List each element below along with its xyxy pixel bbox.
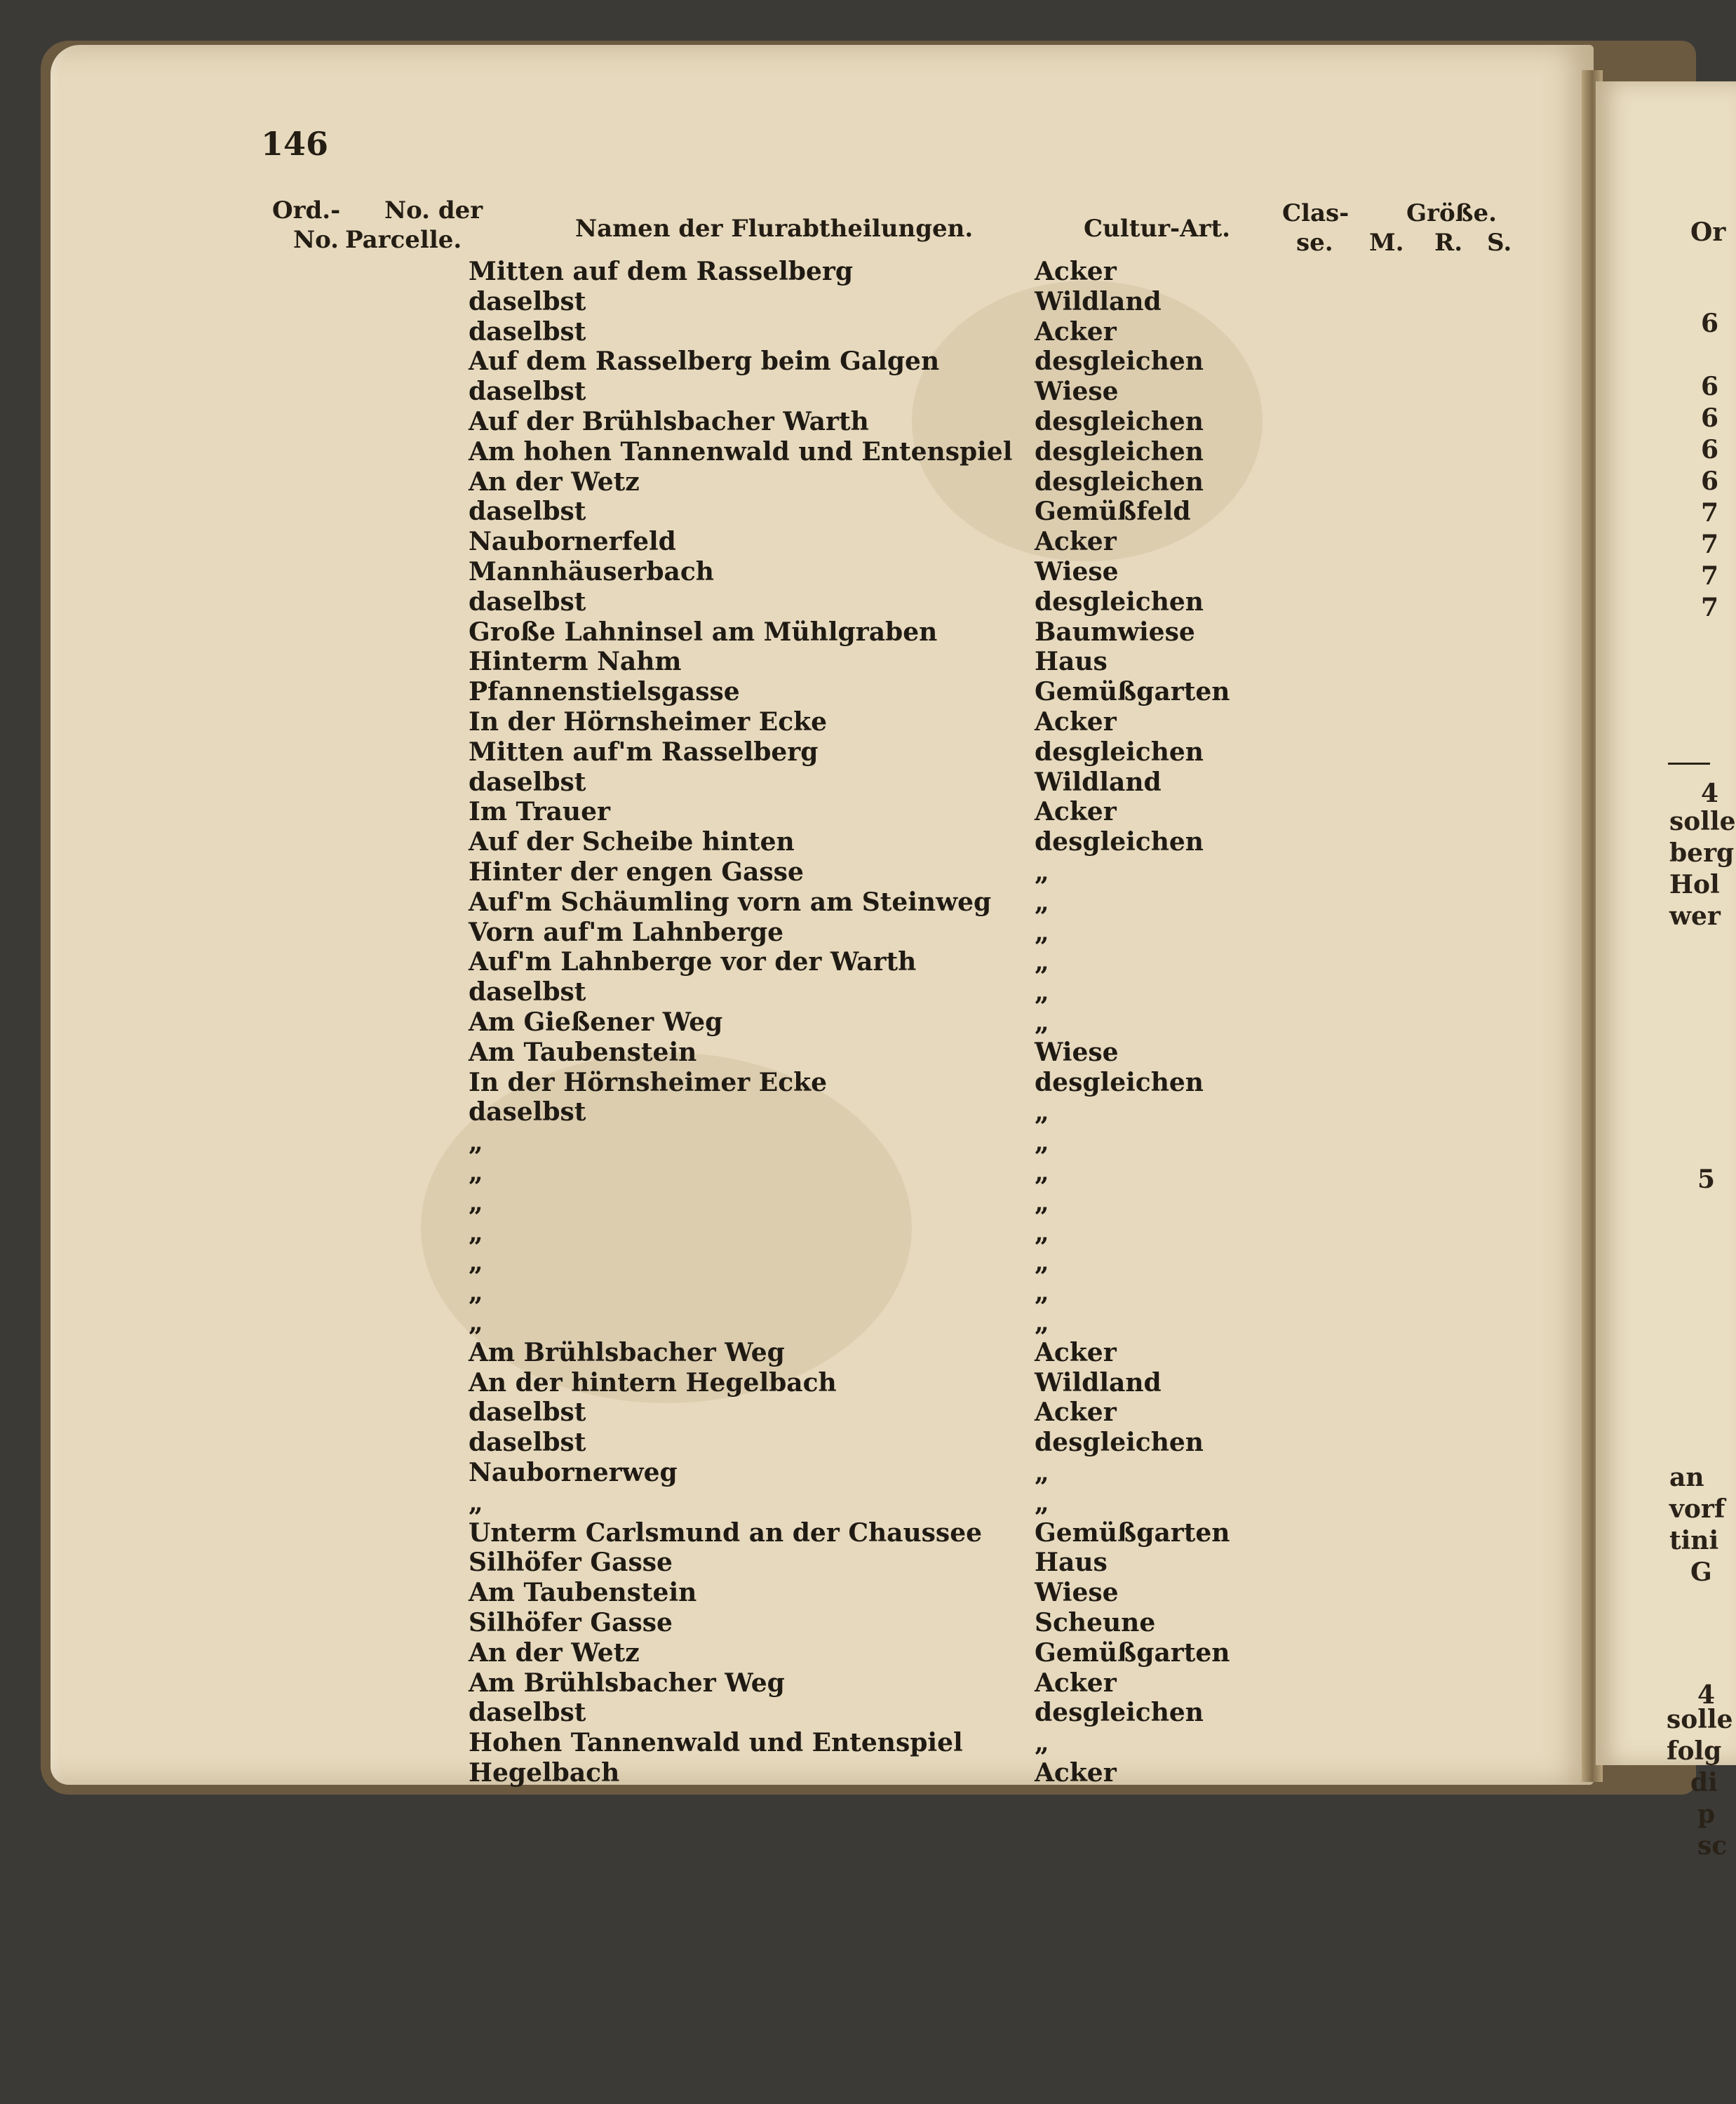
right-page-fragment: 7 xyxy=(1701,530,1719,559)
right-page-fragment: solle xyxy=(1667,1705,1733,1734)
cell-culture: desgleichen xyxy=(1035,737,1204,767)
cell-field-name: daselbst xyxy=(469,977,586,1007)
right-page-fragment: an xyxy=(1669,1463,1704,1492)
cell-field-name: daselbst xyxy=(469,286,586,316)
header-class-line1: Clas- xyxy=(1282,199,1350,227)
cell-field-name: Auf der Scheibe hinten xyxy=(469,827,795,857)
cell-culture: Acker xyxy=(1035,1668,1117,1698)
cell-field-name: Auf dem Rasselberg beim Galgen xyxy=(469,347,940,377)
cell-field-name: Am Taubenstein xyxy=(469,1037,697,1067)
right-page-fragment: 5 xyxy=(1697,1165,1716,1194)
right-page-fragment: 6 xyxy=(1701,467,1719,496)
cell-field-name: Hohen Tannenwald und Entenspiel xyxy=(469,1728,963,1758)
cell-field-name: „ xyxy=(469,1308,483,1337)
cell-field-name: Mannhäuserbach xyxy=(469,557,714,587)
cell-culture: „ xyxy=(1035,1487,1049,1517)
cell-culture: Gemüßfeld xyxy=(1035,497,1191,527)
cell-culture: Acker xyxy=(1035,257,1117,286)
header-s: S. xyxy=(1487,229,1512,257)
cell-culture: „ xyxy=(1035,1217,1049,1247)
cell-field-name: daselbst xyxy=(469,1398,586,1428)
cell-field-name: Mitten auf'm Rasselberg xyxy=(469,737,819,767)
cell-culture: desgleichen xyxy=(1035,587,1204,617)
cell-field-name: Silhöfer Gasse xyxy=(469,1608,673,1637)
cell-field-name: daselbst xyxy=(469,497,586,527)
cell-culture: Wiese xyxy=(1035,1037,1119,1067)
cell-field-name: Auf der Brühlsbacher Warth xyxy=(469,407,869,436)
cell-culture: Wildland xyxy=(1035,767,1162,797)
cell-field-name: Am Gießener Weg xyxy=(469,1007,723,1037)
cell-culture: „ xyxy=(1035,917,1049,947)
cell-field-name: An der hintern Hegelbach xyxy=(469,1367,837,1398)
right-page-fragment: 7 xyxy=(1701,498,1719,528)
cell-field-name: Hinter der engen Gasse xyxy=(469,857,804,887)
cell-culture: Gemüßgarten xyxy=(1035,1637,1230,1668)
right-page-fragment: Hol xyxy=(1669,870,1720,899)
cell-culture: „ xyxy=(1035,887,1049,917)
cell-culture: Gemüßgarten xyxy=(1035,677,1230,707)
cell-culture: Acker xyxy=(1035,316,1117,347)
header-m: M. xyxy=(1369,229,1404,257)
cell-culture: Haus xyxy=(1035,647,1108,677)
cell-field-name: In der Hörnsheimer Ecke xyxy=(469,707,828,737)
right-page-fragment: vorf xyxy=(1669,1494,1725,1524)
cell-field-name: Im Trauer xyxy=(469,797,610,827)
cell-culture: „ xyxy=(1035,1097,1049,1127)
header-ord-line2: No. xyxy=(293,226,339,254)
cell-culture: „ xyxy=(1035,1308,1049,1337)
cell-culture: Acker xyxy=(1035,1398,1117,1428)
cell-culture: Gemüßgarten xyxy=(1035,1517,1230,1548)
cell-culture: desgleichen xyxy=(1035,1698,1204,1728)
cell-field-name: daselbst xyxy=(469,767,586,797)
cell-field-name: An der Wetz xyxy=(469,467,640,497)
cell-field-name: An der Wetz xyxy=(469,1637,640,1668)
cell-field-name: „ xyxy=(469,1217,483,1247)
right-page-fragment: 7 xyxy=(1701,593,1719,622)
cell-field-name: daselbst xyxy=(469,1698,586,1728)
cell-culture: Wiese xyxy=(1035,377,1119,407)
cell-field-name: daselbst xyxy=(469,377,586,407)
cell-field-name: Auf'm Lahnberge vor der Warth xyxy=(469,947,917,977)
header-culture: Cultur-Art. xyxy=(1084,215,1230,243)
header-class-line2: se. xyxy=(1296,229,1333,257)
cell-culture: Haus xyxy=(1035,1548,1108,1578)
cell-field-name: Naubornerfeld xyxy=(469,527,676,557)
right-page-fragment: G xyxy=(1690,1557,1712,1587)
header-parcel-line1: No. der xyxy=(384,196,483,225)
cell-field-name: daselbst xyxy=(469,587,586,617)
cell-culture: „ xyxy=(1035,857,1049,887)
cell-culture: Wildland xyxy=(1035,286,1162,316)
cell-culture: „ xyxy=(1035,977,1049,1007)
cell-field-name: „ xyxy=(469,1127,483,1158)
cell-culture: Wiese xyxy=(1035,557,1119,587)
cell-field-name: Auf'm Schäumling vorn am Steinweg xyxy=(469,887,992,917)
header-size: Größe. xyxy=(1406,199,1497,227)
cell-field-name: In der Hörnsheimer Ecke xyxy=(469,1067,828,1097)
header-r: R. xyxy=(1434,229,1463,257)
cell-culture: Acker xyxy=(1035,707,1117,737)
cell-culture: desgleichen xyxy=(1035,467,1204,497)
right-page-fragment: folg xyxy=(1667,1736,1722,1766)
right-page-fragment: di xyxy=(1690,1768,1718,1797)
cell-culture: „ xyxy=(1035,1007,1049,1037)
cell-culture: „ xyxy=(1035,1728,1049,1758)
cell-field-name: „ xyxy=(469,1487,483,1517)
cell-field-name: daselbst xyxy=(469,1097,586,1127)
cell-field-name: „ xyxy=(469,1158,483,1187)
cell-culture: desgleichen xyxy=(1035,1428,1204,1458)
cell-culture: Scheune xyxy=(1035,1608,1156,1637)
right-page-fragment: 6 xyxy=(1701,403,1719,433)
cell-culture: desgleichen xyxy=(1035,1067,1204,1097)
right-page-fragment: sc xyxy=(1697,1831,1728,1861)
cell-culture: „ xyxy=(1035,1247,1049,1278)
right-page-fragment: Or xyxy=(1690,217,1726,247)
cell-culture: „ xyxy=(1035,1278,1049,1308)
right-page-fragment: tini xyxy=(1669,1526,1719,1555)
cell-culture: desgleichen xyxy=(1035,407,1204,436)
cell-field-name: Naubornerweg xyxy=(469,1458,678,1487)
cell-field-name: Hegelbach xyxy=(469,1758,620,1788)
cell-culture: „ xyxy=(1035,1458,1049,1487)
cell-field-name: Vorn auf'm Lahnberge xyxy=(469,917,784,947)
right-page-fragment: 6 xyxy=(1701,435,1719,464)
right-page-fragment: 7 xyxy=(1701,561,1719,591)
right-page-fragment: 4 xyxy=(1697,1680,1716,1710)
cell-culture: Acker xyxy=(1035,1758,1117,1788)
right-page-fragment: solle xyxy=(1669,807,1736,836)
right-page-fragment: wer xyxy=(1669,902,1721,931)
cell-culture: desgleichen xyxy=(1035,436,1204,467)
cell-field-name: „ xyxy=(469,1187,483,1217)
cell-culture: „ xyxy=(1035,1158,1049,1187)
cell-field-name: Hinterm Nahm xyxy=(469,647,682,677)
cell-field-name: Große Lahninsel am Mühlgraben xyxy=(469,617,938,647)
cell-culture: „ xyxy=(1035,1127,1049,1158)
cell-field-name: Pfannenstielsgasse xyxy=(469,677,740,707)
cell-culture: Acker xyxy=(1035,1337,1117,1367)
cell-culture: Baumwiese xyxy=(1035,617,1195,647)
header-parcel-line2: Parcelle. xyxy=(345,226,462,254)
cell-culture: desgleichen xyxy=(1035,827,1204,857)
cell-field-name: Silhöfer Gasse xyxy=(469,1548,673,1578)
right-page-rule xyxy=(1668,763,1710,765)
cell-field-name: Mitten auf dem Rasselberg xyxy=(469,257,854,286)
cell-field-name: Am Brühlsbacher Weg xyxy=(469,1668,785,1698)
page-number: 146 xyxy=(261,125,329,163)
cell-culture: Acker xyxy=(1035,797,1117,827)
cell-field-name: „ xyxy=(469,1247,483,1278)
cell-field-name: Unterm Carlsmund an der Chaussee xyxy=(469,1517,983,1548)
header-ord-line1: Ord.- xyxy=(272,196,341,225)
cell-field-name: daselbst xyxy=(469,1428,586,1458)
cell-field-name: daselbst xyxy=(469,316,586,347)
cell-field-name: Am Brühlsbacher Weg xyxy=(469,1337,785,1367)
right-page-fragment: 6 xyxy=(1701,372,1719,401)
cell-culture: „ xyxy=(1035,1187,1049,1217)
cell-field-name: Am Taubenstein xyxy=(469,1578,697,1608)
cell-culture: Acker xyxy=(1035,527,1117,557)
cell-field-name: „ xyxy=(469,1278,483,1308)
header-name: Namen der Flurabtheilungen. xyxy=(575,215,974,243)
right-page-fragment: berg xyxy=(1669,838,1735,868)
cell-culture: Wildland xyxy=(1035,1367,1162,1398)
cell-culture: „ xyxy=(1035,947,1049,977)
right-page-fragment: 6 xyxy=(1701,309,1719,338)
cell-culture: Wiese xyxy=(1035,1578,1119,1608)
right-page-fragment: p xyxy=(1697,1800,1716,1829)
cell-field-name: Am hohen Tannenwald und Entenspiel xyxy=(469,436,1013,467)
cell-culture: desgleichen xyxy=(1035,347,1204,377)
right-page-fragment: 4 xyxy=(1701,779,1719,808)
